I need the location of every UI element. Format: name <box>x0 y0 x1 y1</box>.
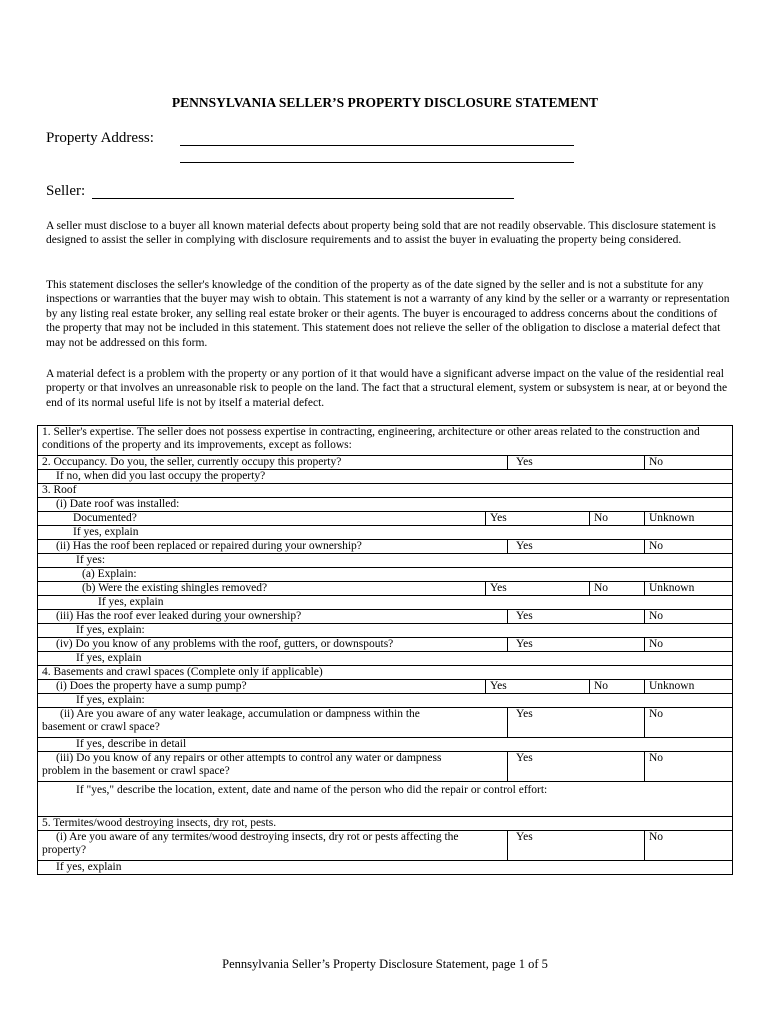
termites-yes[interactable]: Yes <box>508 831 645 861</box>
sump-pump-yes[interactable]: Yes <box>486 680 590 694</box>
page-footer: Pennsylvania Seller’s Property Disclosure Statement, page 1 of 5 <box>222 957 548 971</box>
section-1-sellers-expertise: 1. Seller's expertise. The seller does not possess expertise in contracting, engineering, architecture or other areas related to the construction and conditions of the property and its improvements, except as follows: <box>38 426 733 456</box>
roof-leaked-question: (iii) Has the roof ever leaked during your ownership? <box>38 610 508 624</box>
sump-pump-no[interactable]: No <box>590 680 645 694</box>
section-5-termites-heading: 5. Termites/wood destroying insects, dry rot, pests. <box>38 817 733 831</box>
intro-paragraph-3: A material defect is a problem with the property or any portion of it that would have a significant adverse impact on the value of the residential real property or that involves an unreasonable risk to people on the land. The fact that a structural element, system or subsystem is near, at or beyond the end of its normal useful life is not by itself a material defect. <box>46 368 728 409</box>
water-repairs-describe[interactable]: If "yes," describe the location, extent, date and name of the person who did the repair or control effort: <box>38 782 733 817</box>
water-leakage-question-line-1: (ii) Are you aware of any water leakage, accumulation or dampness within the <box>60 708 420 720</box>
section-1-row <box>38 426 733 456</box>
shingles-removed-no[interactable]: No <box>590 582 645 596</box>
termites-no[interactable]: No <box>645 831 733 861</box>
roof-replaced-explain[interactable]: (a) Explain: <box>38 568 733 582</box>
water-leakage-describe[interactable]: If yes, describe in detail <box>38 738 733 752</box>
roof-date-installed[interactable]: (i) Date roof was installed: <box>38 498 733 512</box>
roof-replaced-question: (ii) Has the roof been replaced or repaired during your ownership? <box>38 540 508 554</box>
seller-name-line[interactable] <box>92 198 514 199</box>
roof-problems-yes[interactable]: Yes <box>508 638 645 652</box>
disclosure-form-table <box>37 425 733 875</box>
shingles-removed-question: (b) Were the existing shingles removed? <box>38 582 486 596</box>
seller-label: Seller: <box>46 183 86 199</box>
property-address-line-2[interactable] <box>180 162 574 163</box>
shingles-removed-unknown[interactable]: Unknown <box>645 582 733 596</box>
water-leakage-yes[interactable]: Yes <box>508 708 645 738</box>
roof-leaked-explain[interactable]: If yes, explain: <box>38 624 733 638</box>
water-repairs-no[interactable]: No <box>645 752 733 782</box>
water-repairs-question-line-1: (iii) Do you know of any repairs or other attempts to control any water or dampness <box>56 752 442 764</box>
roof-leaked-yes[interactable]: Yes <box>508 610 645 624</box>
roof-documented-explain[interactable]: If yes, explain <box>38 526 733 540</box>
roof-problems-explain[interactable]: If yes, explain <box>38 652 733 666</box>
property-address-label: Property Address: <box>46 130 154 146</box>
section-4-basements-heading: 4. Basements and crawl spaces (Complete only if applicable) <box>38 666 733 680</box>
roof-replaced-no[interactable]: No <box>645 540 733 554</box>
section-2-occupancy-question: 2. Occupancy. Do you, the seller, currently occupy this property? <box>38 456 508 470</box>
water-leakage-no[interactable]: No <box>645 708 733 738</box>
roof-documented-yes[interactable]: Yes <box>486 512 590 526</box>
roof-problems-no[interactable]: No <box>645 638 733 652</box>
roof-replaced-if-yes: If yes: <box>38 554 733 568</box>
termites-question <box>38 831 508 861</box>
roof-documented-unknown[interactable]: Unknown <box>645 512 733 526</box>
shingles-removed-yes[interactable]: Yes <box>486 582 590 596</box>
roof-leaked-no[interactable]: No <box>645 610 733 624</box>
occupancy-yes-option[interactable]: Yes <box>508 456 645 470</box>
termites-question-line-1: (i) Are you aware of any termites/wood destroying insects, dry rot or pests affecting the <box>56 831 459 843</box>
water-repairs-question <box>38 752 508 782</box>
sump-pump-question: (i) Does the property have a sump pump? <box>38 680 486 694</box>
sump-pump-explain[interactable]: If yes, explain: <box>38 694 733 708</box>
occupancy-no-option[interactable]: No <box>645 456 733 470</box>
roof-problems-question: (iv) Do you know of any problems with the roof, gutters, or downspouts? <box>38 638 508 652</box>
section-3-roof-heading: 3. Roof <box>38 484 733 498</box>
water-repairs-yes[interactable]: Yes <box>508 752 645 782</box>
water-leakage-question <box>38 708 508 738</box>
shingles-removed-explain[interactable]: If yes, explain <box>38 596 733 610</box>
document-title: PENNSYLVANIA SELLER’S PROPERTY DISCLOSURE STATEMENT <box>171 95 599 110</box>
water-leakage-question-line-2: basement or crawl space? <box>42 721 160 733</box>
intro-paragraph-2: This statement discloses the seller's knowledge of the condition of the property as of the date signed by the seller and is not a substitute for any inspections or warranties that the buyer may wish to obtain. This statement is not a warranty of any kind by the seller or a warranty or representation by any listing real estate broker, any selling real estate broker or their agents. The buyer is encouraged to address concerns about the conditions of the property that may not be included in this statement. This statement does not relieve the seller of the obligation to disclose a material defect that may not be addressed on this form. <box>46 279 730 349</box>
sump-pump-unknown[interactable]: Unknown <box>645 680 733 694</box>
termites-question-line-2: property? <box>42 844 87 856</box>
property-address-line-1[interactable] <box>180 145 574 146</box>
termites-explain[interactable]: If yes, explain <box>38 861 733 875</box>
section-2-row <box>38 456 733 470</box>
roof-documented-no[interactable]: No <box>590 512 645 526</box>
intro-paragraph-1: A seller must disclose to a buyer all known material defects about property being sold that are not readily observable. This disclosure statement is designed to assist the seller in complying with disclosure requirements and to assist the buyer in evaluating the property being considered. <box>46 220 716 247</box>
water-repairs-question-line-2: problem in the basement or crawl space? <box>42 765 230 777</box>
roof-replaced-yes[interactable]: Yes <box>508 540 645 554</box>
occupancy-last-occupied[interactable]: If no, when did you last occupy the property? <box>38 470 733 484</box>
roof-documented-question: Documented? <box>38 512 486 526</box>
